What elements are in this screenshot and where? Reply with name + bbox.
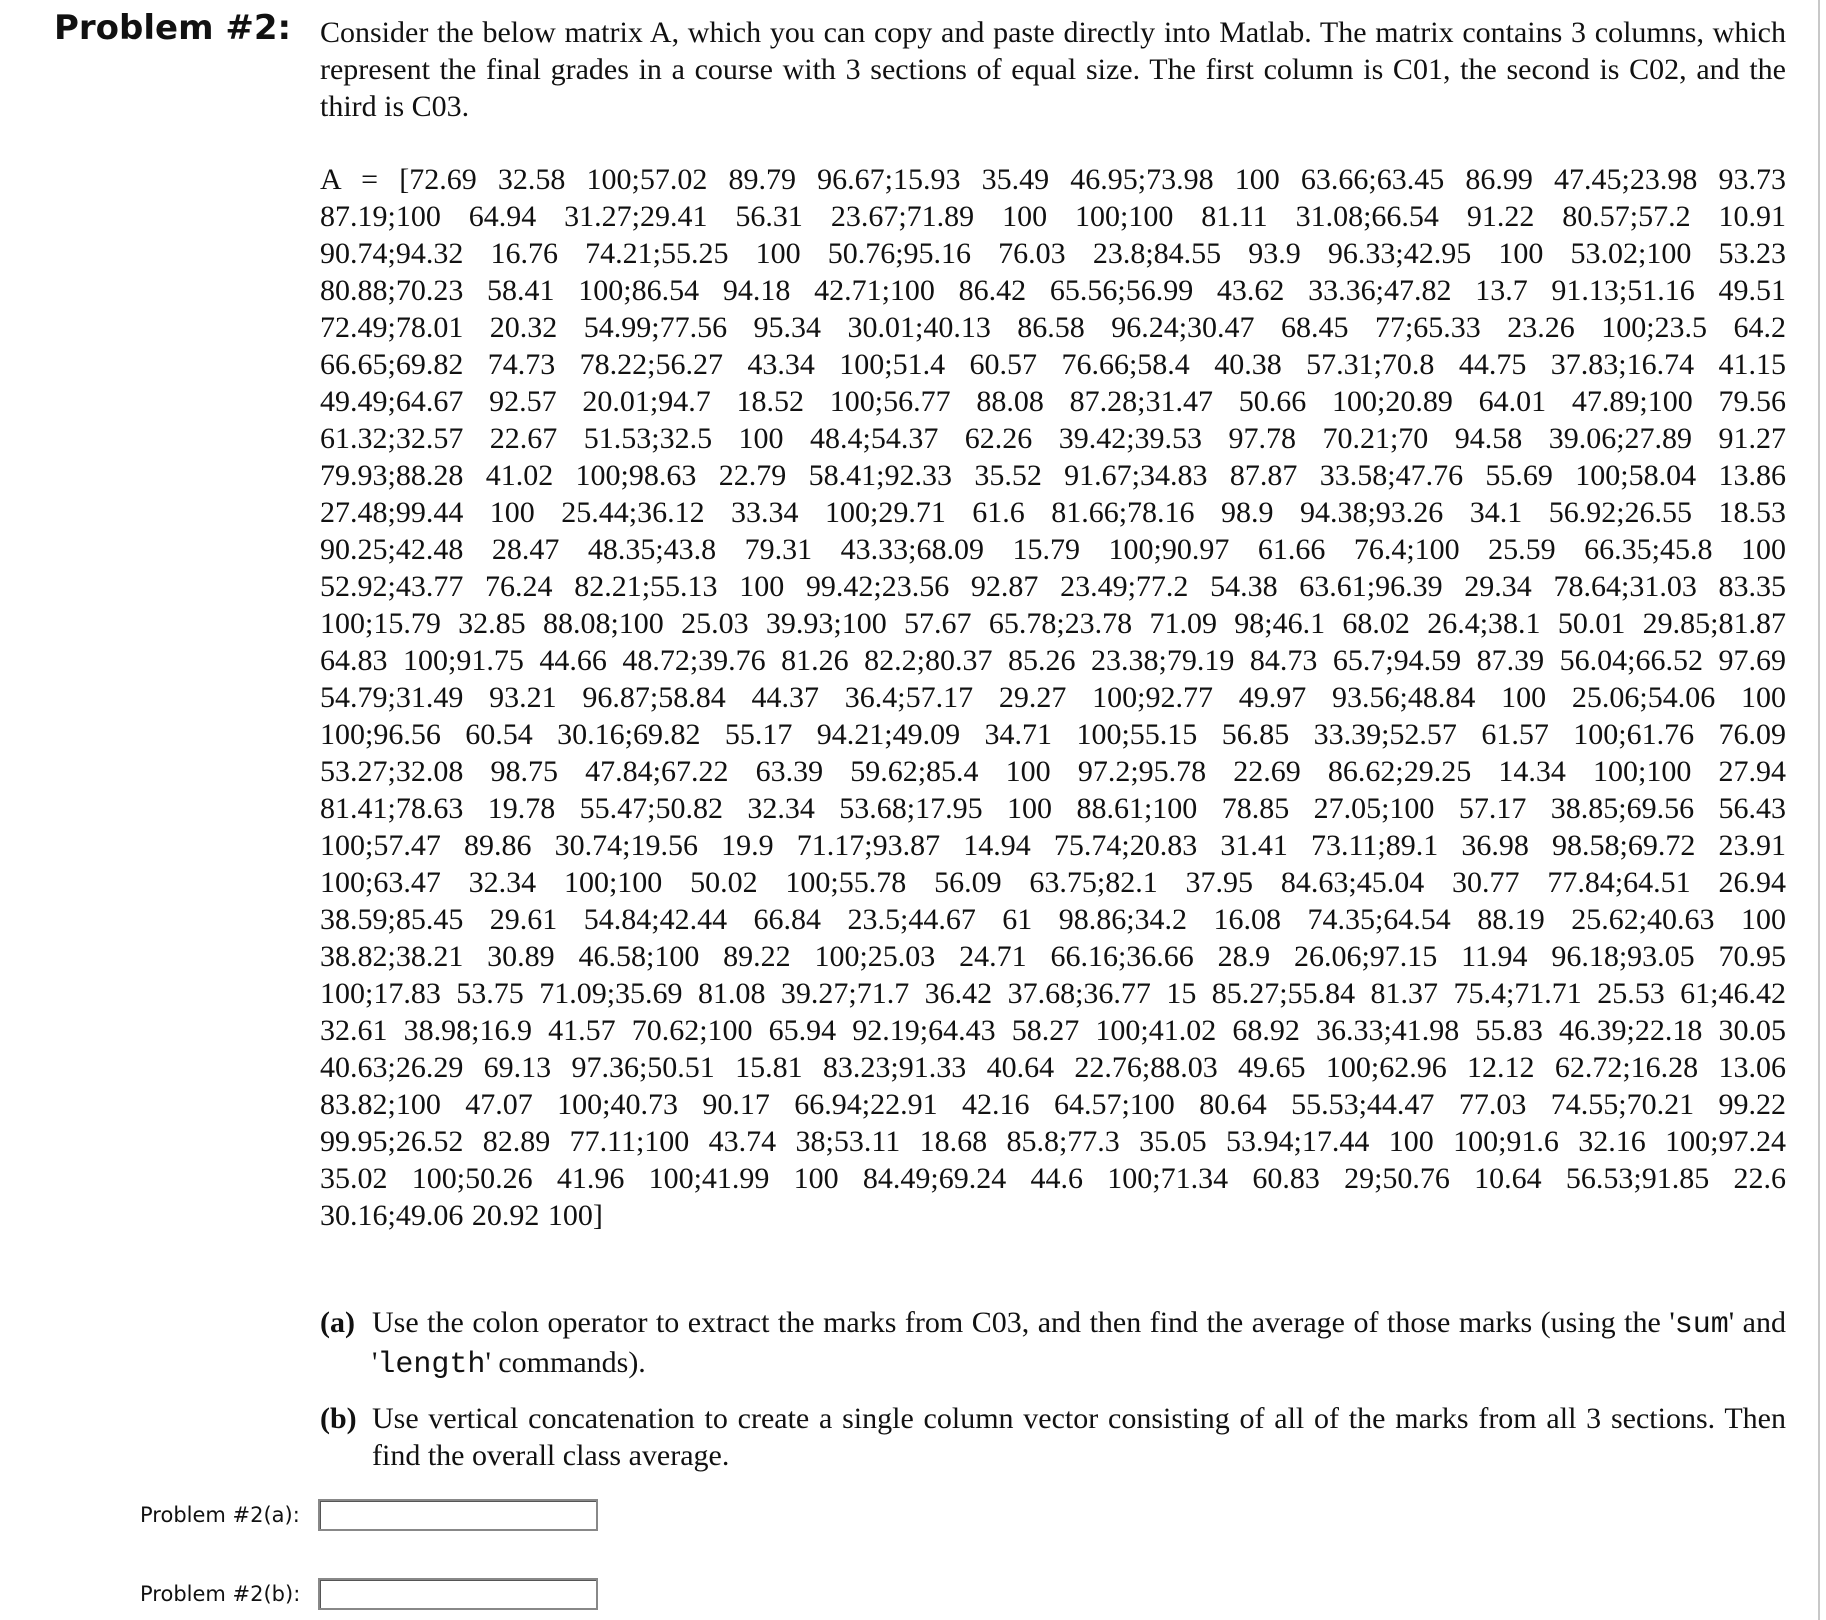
matrix-line: 30.16;49.06 20.92 100] xyxy=(320,1199,603,1232)
matrix-line: 54.79;31.49 93.21 96.87;58.84 44.37 36.4;57.17 29.27 100;92.77 49.97 93.56;48.84 100 25.06;54.06 100 xyxy=(320,681,1786,714)
intro-text: Consider the below matrix A, which you can copy and paste directly into Matlab. The matrix contains 3 columns, which represent the final grades in a course with 3 sections of equal size. The first column is C01, the second is C02, and the third is C03. xyxy=(320,16,1786,123)
part-b-label: (b) xyxy=(320,1402,357,1435)
matrix-line: 79.93;88.28 41.02 100;98.63 22.79 58.41;92.33 35.52 91.67;34.83 87.87 33.58;47.76 55.69 100;58.04 13.86 xyxy=(320,459,1786,492)
matrix-line: 52.92;43.77 76.24 82.21;55.13 100 99.42;23.56 92.87 23.49;77.2 54.38 63.61;96.39 29.34 78.64;31.03 83.35 xyxy=(320,570,1786,603)
matrix-line: 80.88;70.23 58.41 100;86.54 94.18 42.71;100 86.42 65.56;56.99 43.62 33.36;47.82 13.7 91.13;51.16 49.51 xyxy=(320,274,1786,307)
part-a-text xyxy=(372,1304,1786,1384)
matrix-line: 38.59;85.45 29.61 54.84;42.44 66.84 23.5;44.67 61 98.86;34.2 16.08 74.35;64.54 88.19 25.62;40.63 100 xyxy=(320,903,1786,936)
matrix-line: 81.41;78.63 19.78 55.47;50.82 32.34 53.68;17.95 100 88.61;100 78.85 27.05;100 57.17 38.85;69.56 56.43 xyxy=(320,792,1786,825)
matrix-line: 100;17.83 53.75 71.09;35.69 81.08 39.27;71.7 36.42 37.68;36.77 15 85.27;55.84 81.37 75.4;71.71 25.53 61;46.42 xyxy=(320,977,1786,1010)
problem-parts xyxy=(320,1304,1786,1474)
matrix-line: 90.25;42.48 28.47 48.35;43.8 79.31 43.33;68.09 15.79 100;90.97 61.66 76.4;100 25.59 66.35;45.8 100 xyxy=(320,533,1786,566)
matrix-line: 64.83 100;91.75 44.66 48.72;39.76 81.26 82.2;80.37 85.26 23.38;79.19 84.73 65.7;94.59 87.39 56.04;66.52 97.69 xyxy=(320,644,1786,677)
matrix-line: 87.19;100 64.94 31.27;29.41 56.31 23.67;71.89 100 100;100 81.11 31.08;66.54 91.22 80.57;57.2 10.91 xyxy=(320,200,1786,233)
part-a xyxy=(320,1304,1786,1384)
matrix-line: 99.95;26.52 82.89 77.11;100 43.74 38;53.11 18.68 85.8;77.3 35.05 53.94;17.44 100 100;91.6 32.16 100;97.24 xyxy=(320,1125,1786,1158)
matrix-line: 90.74;94.32 16.76 74.21;55.25 100 50.76;95.16 76.03 23.8;84.55 93.9 96.33;42.95 100 53.02;100 53.23 xyxy=(320,237,1786,270)
matrix-block xyxy=(320,161,1786,1234)
matrix-line: 83.82;100 47.07 100;40.73 90.17 66.94;22.91 42.16 64.57;100 80.64 55.53;44.47 77.03 74.55;70.21 99.22 xyxy=(320,1088,1786,1121)
part-a-text-after: ' commands). xyxy=(485,1346,646,1379)
matrix-line: 27.48;99.44 100 25.44;36.12 33.34 100;29.71 61.6 81.66;78.16 98.9 94.38;93.26 34.1 56.92;26.55 18.53 xyxy=(320,496,1786,529)
matrix-line: 100;57.47 89.86 30.74;19.56 19.9 71.17;93.87 14.94 75.74;20.83 31.41 73.11;89.1 36.98 98.58;69.72 23.91 xyxy=(320,829,1786,862)
part-a-text-mid: ' and ' xyxy=(372,1306,1786,1379)
matrix-line: A = [72.69 32.58 100;57.02 89.79 96.67;15.93 35.49 46.95;73.98 100 63.66;63.45 86.99 47.45;23.98 93.73 xyxy=(320,163,1786,196)
matrix-line: 66.65;69.82 74.73 78.22;56.27 43.34 100;51.4 60.57 76.66;58.4 40.38 57.31;70.8 44.75 37.83;16.74 41.15 xyxy=(320,348,1786,381)
matrix-line: 49.49;64.67 92.57 20.01;94.7 18.52 100;56.77 88.08 87.28;31.47 50.66 100;20.89 64.01 47.89;100 79.56 xyxy=(320,385,1786,418)
answer-b-input[interactable] xyxy=(318,1578,598,1610)
answer-b-label: Problem #2(b): xyxy=(140,1582,301,1606)
answer-row-b xyxy=(140,1575,598,1613)
answer-row-a xyxy=(140,1496,598,1534)
matrix-line: 40.63;26.29 69.13 97.36;50.51 15.81 83.23;91.33 40.64 22.76;88.03 49.65 100;62.96 12.12 62.72;16.28 13.06 xyxy=(320,1051,1786,1084)
part-b-text: Use vertical concatenation to create a single column vector consisting of all of the marks from all 3 sections. Then find the overall class average. xyxy=(372,1402,1786,1472)
code-sum: sum xyxy=(1674,1308,1729,1342)
problem-heading: Problem #2: xyxy=(54,8,292,48)
problem-intro xyxy=(320,14,1786,125)
answer-a-label: Problem #2(a): xyxy=(140,1503,300,1527)
answer-a-input[interactable] xyxy=(318,1499,598,1531)
problem-content xyxy=(320,14,1786,1490)
part-a-label: (a) xyxy=(320,1306,355,1339)
matrix-line: 100;96.56 60.54 30.16;69.82 55.17 94.21;49.09 34.71 100;55.15 56.85 33.39;52.57 61.57 100;61.76 76.09 xyxy=(320,718,1786,751)
matrix-line: 100;63.47 32.34 100;100 50.02 100;55.78 56.09 63.75;82.1 37.95 84.63;45.04 30.77 77.84;64.51 26.94 xyxy=(320,866,1786,899)
matrix-line: 100;15.79 32.85 88.08;100 25.03 39.93;100 57.67 65.78;23.78 71.09 98;46.1 68.02 26.4;38.1 50.01 29.85;81.87 xyxy=(320,607,1786,640)
matrix-line: 61.32;32.57 22.67 51.53;32.5 100 48.4;54.37 62.26 39.42;39.53 97.78 70.21;70 94.58 39.06;27.89 91.27 xyxy=(320,422,1786,455)
matrix-line: 38.82;38.21 30.89 46.58;100 89.22 100;25.03 24.71 66.16;36.66 28.9 26.06;97.15 11.94 96.18;93.05 70.95 xyxy=(320,940,1786,973)
matrix-line: 35.02 100;50.26 41.96 100;41.99 100 84.49;69.24 44.6 100;71.34 60.83 29;50.76 10.64 56.53;91.85 22.6 xyxy=(320,1162,1786,1195)
matrix-line: 32.61 38.98;16.9 41.57 70.62;100 65.94 92.19;64.43 58.27 100;41.02 68.92 36.33;41.98 55.83 46.39;22.18 30.05 xyxy=(320,1014,1786,1047)
matrix-line: 53.27;32.08 98.75 47.84;67.22 63.39 59.62;85.4 100 97.2;95.78 22.69 86.62;29.25 14.34 100;100 27.94 xyxy=(320,755,1786,788)
matrix-line: 72.49;78.01 20.32 54.99;77.56 95.34 30.01;40.13 86.58 96.24;30.47 68.45 77;65.33 23.26 100;23.5 64.2 xyxy=(320,311,1786,344)
part-a-text-before: Use the colon operator to extract the marks from C03, and then find the average of those marks (using the ' xyxy=(372,1306,1675,1339)
code-length: length xyxy=(377,1348,486,1382)
part-b xyxy=(320,1400,1786,1474)
